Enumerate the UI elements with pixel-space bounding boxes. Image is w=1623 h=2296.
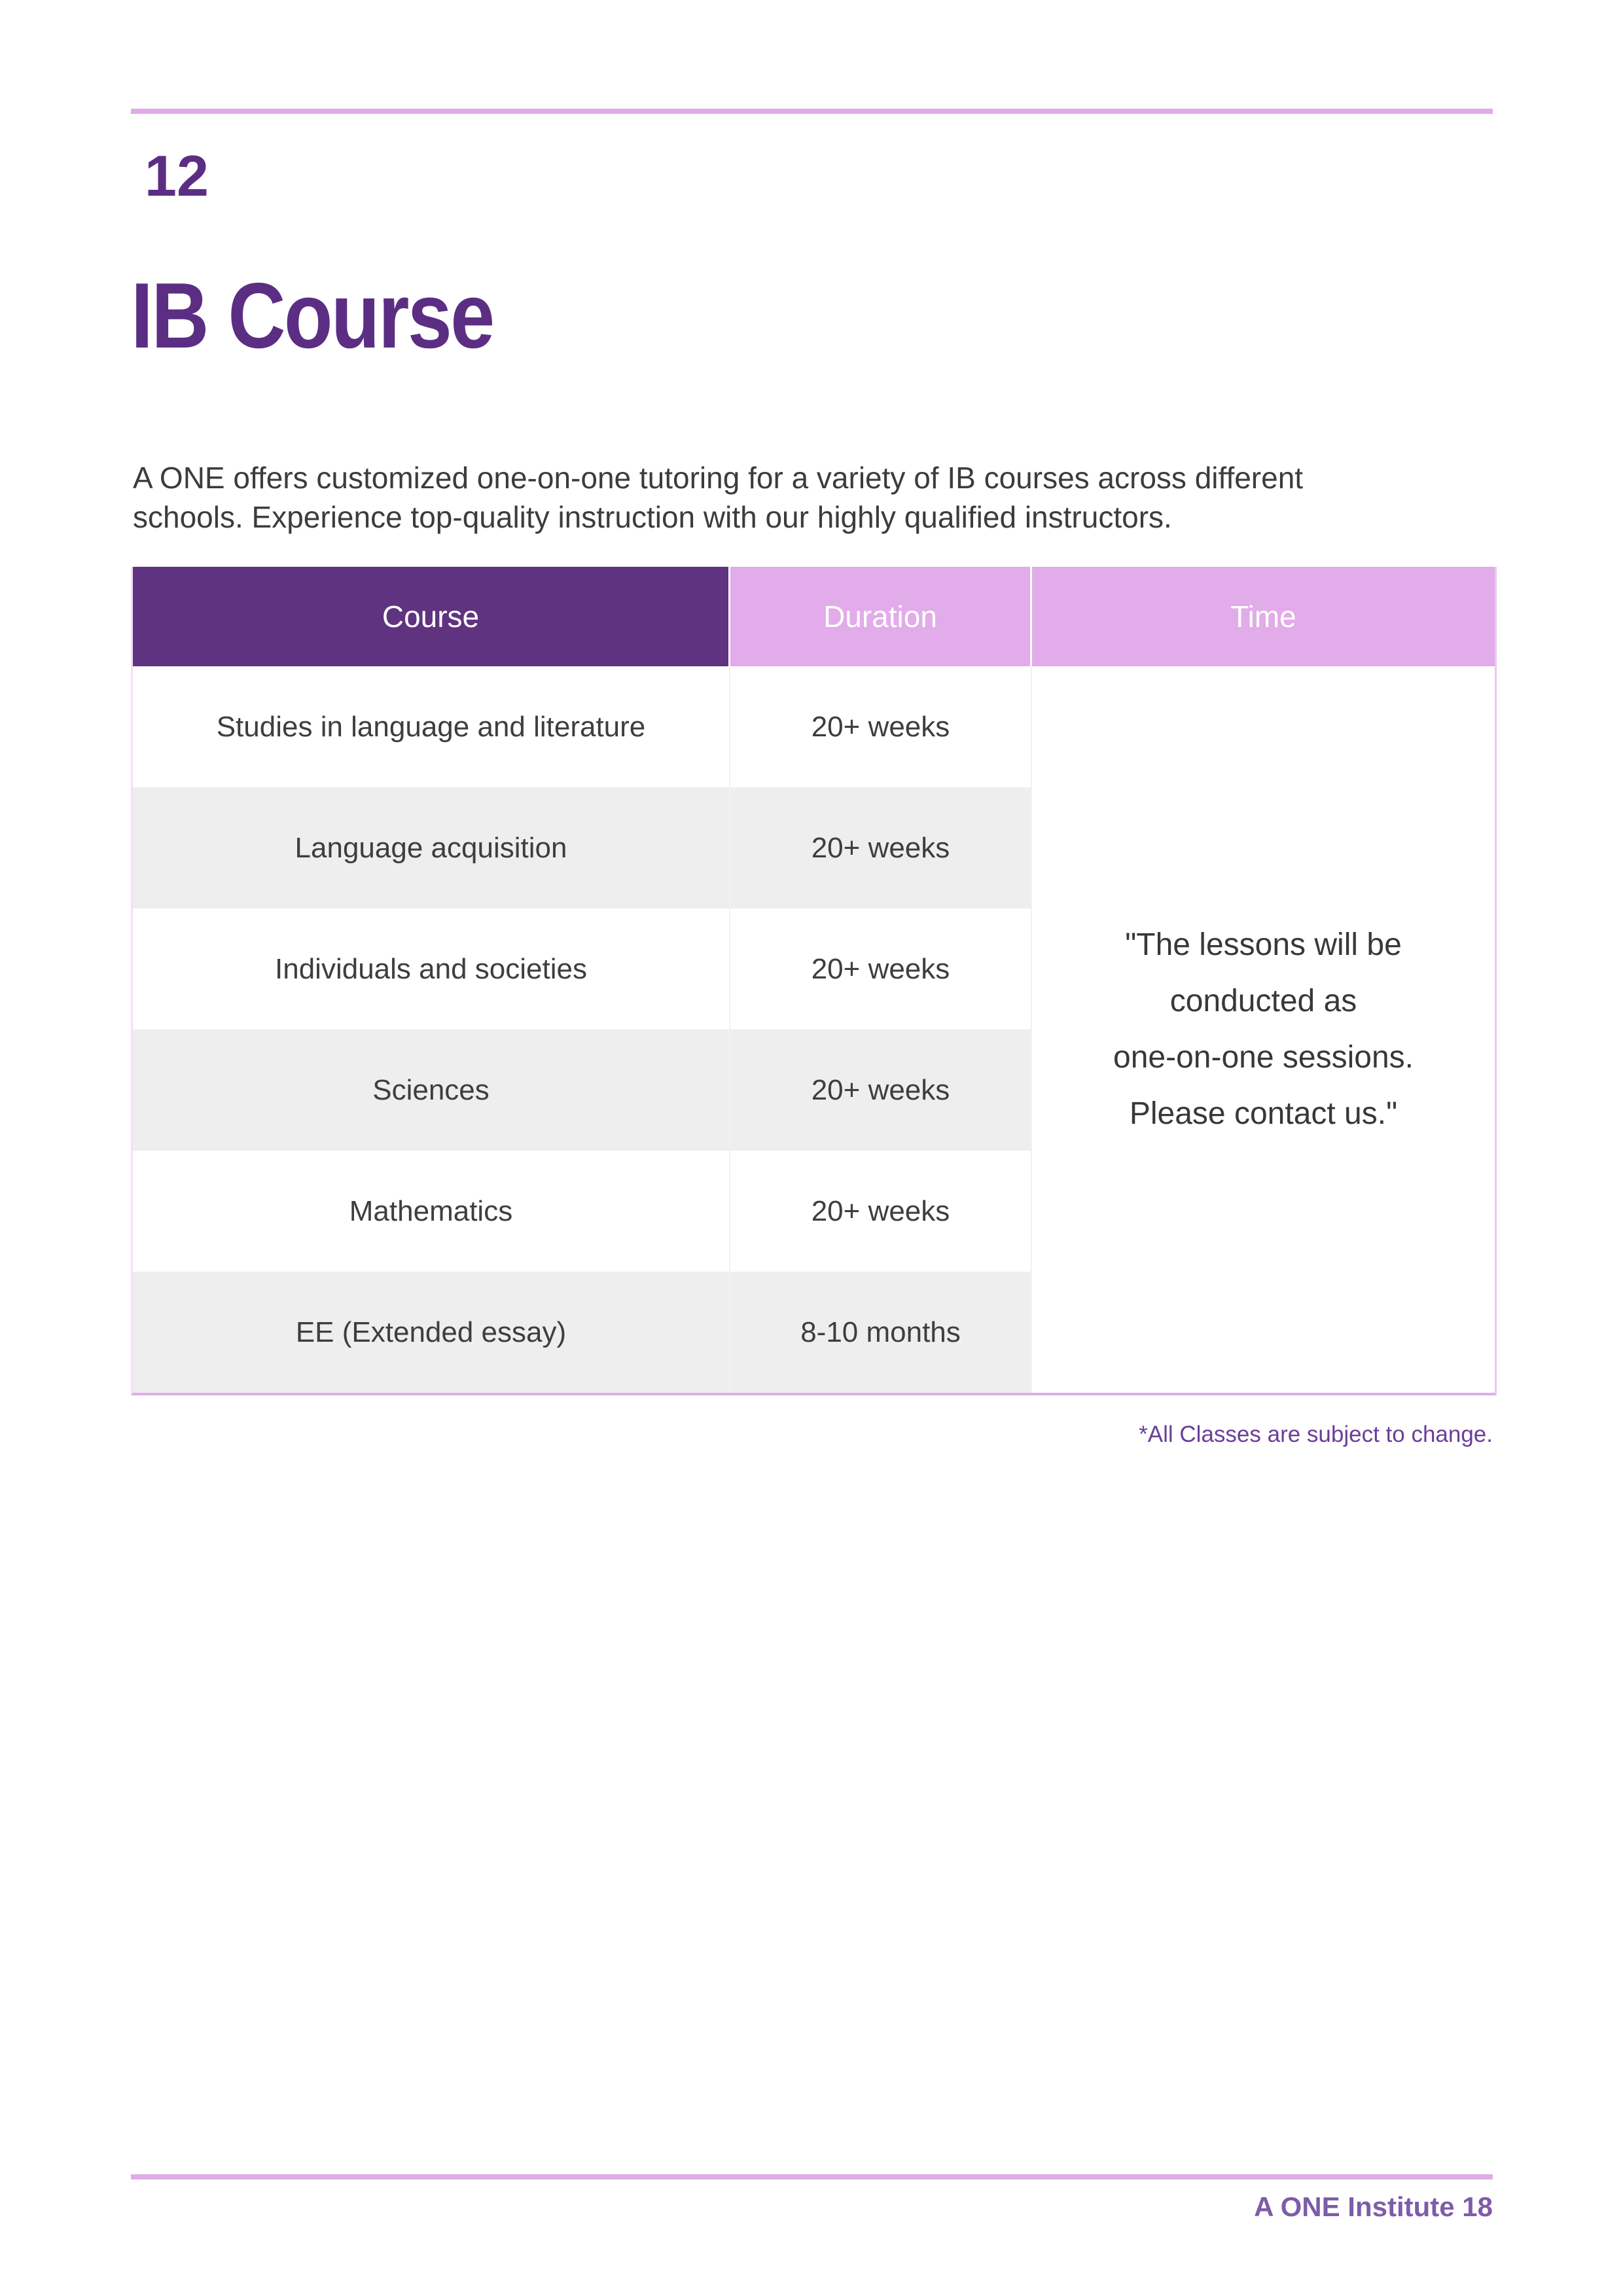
- duration-cell: 20+ weeks: [730, 666, 1032, 787]
- intro-paragraph: [133, 458, 1303, 537]
- course-cell: Mathematics: [133, 1151, 730, 1272]
- top-divider: [131, 109, 1493, 114]
- page-number: 12: [145, 143, 209, 208]
- table-header-time: Time: [1032, 567, 1495, 666]
- intro-line-2: schools. Experience top-quality instruction with our highly qualified instructors.: [133, 500, 1172, 534]
- time-note-line-4: Please contact us.": [1129, 1096, 1398, 1131]
- footnote: *All Classes are subject to change.: [1139, 1422, 1493, 1447]
- time-note-line-1: "The lessons will be: [1125, 927, 1402, 962]
- duration-cell: 20+ weeks: [730, 908, 1032, 1030]
- duration-cell: 20+ weeks: [730, 1151, 1032, 1272]
- table-header-course: Course: [133, 567, 730, 666]
- time-note-line-2: conducted as: [1169, 984, 1357, 1018]
- course-table: [131, 567, 1497, 1395]
- duration-cell: 8-10 months: [730, 1272, 1032, 1393]
- table-header-duration: Duration: [730, 567, 1032, 666]
- course-cell: Language acquisition: [133, 787, 730, 908]
- time-note-cell: [1032, 666, 1495, 1393]
- course-cell: EE (Extended essay): [133, 1272, 730, 1393]
- course-cell: Sciences: [133, 1030, 730, 1151]
- bottom-divider: [131, 2174, 1493, 2179]
- course-cell: Studies in language and literature: [133, 666, 730, 787]
- duration-cell: 20+ weeks: [730, 1030, 1032, 1151]
- page-title: IB Course: [131, 264, 493, 368]
- duration-cell: 20+ weeks: [730, 787, 1032, 908]
- course-cell: Individuals and societies: [133, 908, 730, 1030]
- intro-line-1: A ONE offers customized one-on-one tutoring for a variety of IB courses across different: [133, 461, 1304, 495]
- time-note-line-3: one-on-one sessions.: [1113, 1040, 1414, 1075]
- footer-text: A ONE Institute 18: [1254, 2191, 1493, 2222]
